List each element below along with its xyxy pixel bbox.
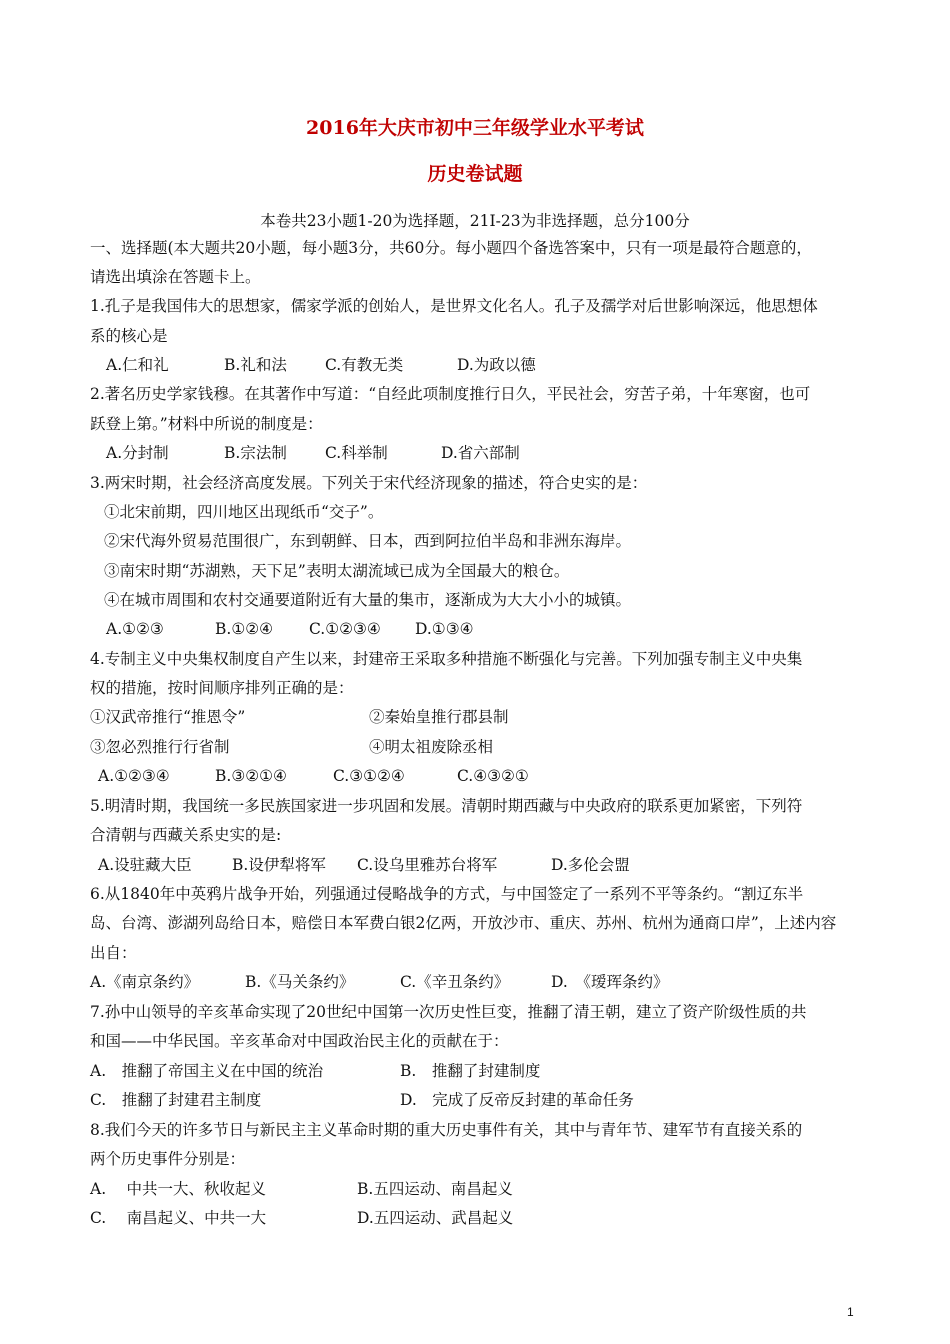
q8-option-a: A. 中共一大、秋收起义	[90, 1180, 267, 1198]
question-4-cont: 权的措施，按时间顺序排列正确的是：	[90, 679, 354, 697]
q1-option-b: B.礼和法	[224, 356, 287, 374]
question-8-cont: 两个历史事件分别是：	[90, 1150, 246, 1168]
q5-option-c: C.设乌里雅苏台将军	[357, 856, 498, 874]
q4-item-4: ④明太祖废除丞相	[369, 738, 494, 756]
q1-option-a: A.仁和礼	[106, 356, 169, 374]
q1-option-c: C.有教无类	[325, 356, 404, 374]
q2-option-c: C.科举制	[325, 444, 388, 462]
question-7: 7.孙中山领导的辛亥革命实现了20世纪中国第一次历史性巨变，推翻了清王朝，建立了资产阶级性质的共	[90, 1003, 807, 1021]
q7-option-d: D. 完成了反帝反封建的革命任务	[400, 1091, 634, 1109]
q8-option-c: C. 南昌起义、中共一大	[90, 1209, 267, 1227]
question-5: 5.明清时期，我国统一多民族国家进一步巩固和发展。清朝时期西藏与中央政府的联系更加紧密，下列符	[90, 797, 803, 815]
q6-option-b: B.《马关条约》	[245, 973, 355, 991]
question-7-cont: 和国——中华民国。辛亥革命对中国政治民主化的贡献在于：	[90, 1032, 509, 1050]
q4-item-1: ①汉武帝推行“推恩令”	[90, 708, 246, 726]
q7-option-a: A. 推翻了帝国主义在中国的统治	[90, 1062, 324, 1080]
question-3: 3.两宋时期，社会经济高度发展。下列关于宋代经济现象的描述，符合史实的是：	[90, 474, 648, 492]
q3-option-a: A.①②③	[106, 620, 164, 638]
question-1: 1.孔子是我国伟大的思想家，儒家学派的创始人，是世界文化名人。孔子及孺学对后世影响深远，他思想体	[90, 297, 818, 315]
q8-option-b: B.五四运动、南昌起义	[357, 1180, 513, 1198]
question-2-cont: 跃登上第。”材料中所说的制度是：	[90, 415, 323, 433]
q5-option-b: B.设伊犁将军	[232, 856, 326, 874]
q1-option-d: D.为政以德	[457, 356, 536, 374]
q3-option-c: C.①②③④	[309, 620, 381, 638]
question-4: 4.专制主义中央集权制度自产生以来，封建帝王采取多种措施不断强化与完善。下列加强专制主义中央集	[90, 650, 803, 668]
page-number: 1	[847, 1305, 854, 1319]
q4-option-d: C.④③②①	[457, 767, 529, 785]
question-8: 8.我们今天的许多节日与新民主主义革命时期的重大历史事件有关，其中与青年节、建军节有直接关系的	[90, 1121, 803, 1139]
q4-option-c: C.③①②④	[333, 767, 405, 785]
q3-statement-2: ②宋代海外贸易范围很广，东到朝鲜、日本，西到阿拉伯半岛和非洲东海岸。	[104, 532, 632, 550]
q3-statement-1: ①北宋前期，四川地区出现纸币“交子”。	[104, 503, 384, 521]
q2-option-d: D.省六部制	[441, 444, 520, 462]
q4-item-2: ②秦始皇推行郡县制	[369, 708, 509, 726]
q6-option-c: C.《辛丑条约》	[400, 973, 510, 991]
q4-option-a: A.①②③④	[98, 767, 170, 785]
q4-item-3: ③忽必烈推行行省制	[90, 738, 230, 756]
exam-title: 2016年大庆市初中三年级学业水平考试	[306, 117, 644, 139]
q5-option-d: D.多伦会盟	[551, 856, 630, 874]
question-1-cont: 系的核心是	[90, 327, 168, 345]
q6-option-a: A.《南京条约》	[90, 973, 200, 991]
section-heading-cont: 请选出填涂在答题卡上。	[90, 268, 261, 286]
question-6-cont-2: 出自：	[90, 944, 137, 962]
exam-info: 本卷共23小题1-20为选择题，21I-23为非选择题，总分100分	[260, 212, 690, 230]
question-5-cont: 合清朝与西藏关系史实的是:	[90, 826, 282, 844]
exam-subtitle: 历史卷试题	[427, 163, 523, 185]
q3-option-d: D.①③④	[415, 620, 474, 638]
q3-statement-4: ④在城市周围和农村交通要道附近有大量的集市，逐渐成为大大小小的城镇。	[104, 591, 632, 609]
section-heading: 一、选择题(本大题共20小题，每小题3分，共60分。每小题四个备选答案中，只有一项是最符合题意的，	[90, 239, 812, 257]
q2-option-a: A.分封制	[106, 444, 169, 462]
q8-option-d: D.五四运动、武昌起义	[357, 1209, 514, 1227]
q3-statement-3: ③南宋时期“苏湖熟，天下足”表明太湖流域已成为全国最大的粮仓。	[104, 562, 570, 580]
question-2: 2.著名历史学家钱穆。在其著作中写道：“自经此项制度推行日久，平民社会，穷苦子弟，十年寒窗，也可	[90, 385, 811, 403]
q7-option-b: B. 推翻了封建制度	[400, 1062, 541, 1080]
question-6: 6.从1840年中英鸦片战争开始，列强通过侵略战争的方式，与中国签定了一系列不平等条约。“割辽东半	[90, 885, 804, 903]
q3-option-b: B.①②④	[215, 620, 274, 638]
q4-option-b: B.③②①④	[215, 767, 287, 785]
question-6-cont: 岛、台湾、澎湖列岛给日本，赔偿日本军费白银2亿两，开放沙市、重庆、苏州、杭州为通商口岸”，上述内容	[90, 914, 837, 932]
q5-option-a: A.设驻藏大臣	[98, 856, 192, 874]
q6-option-d: D. 《瑷珲条约》	[551, 973, 669, 991]
q7-option-c: C. 推翻了封建君主制度	[90, 1091, 262, 1109]
q2-option-b: B.宗法制	[224, 444, 287, 462]
